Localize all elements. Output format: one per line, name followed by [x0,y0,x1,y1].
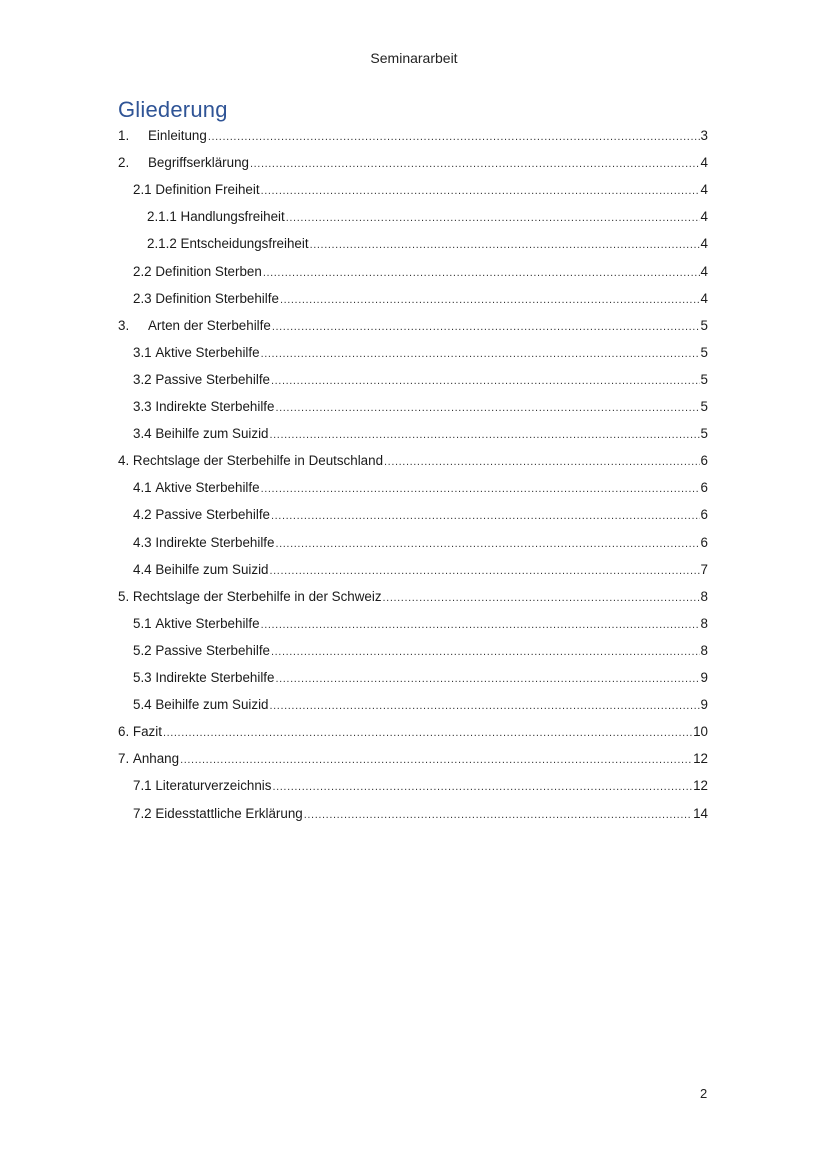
toc-entry-number: 3.2 [133,371,152,387]
toc-entry[interactable] [133,424,708,444]
toc-dot-leader [261,181,700,201]
toc-entry[interactable] [133,397,708,417]
toc-entry-label: Entscheidungsfreiheit [180,236,309,252]
toc-entry[interactable] [133,262,708,282]
toc-entry-label: Arten der Sterbehilfe [148,317,271,333]
toc-entry-page: 6 [700,480,708,496]
toc-entry[interactable] [118,722,708,742]
toc-entry[interactable] [133,776,708,796]
toc-entry-number: 7.1 [133,778,152,794]
toc-entry-label: Passive Sterbehilfe [155,642,270,658]
toc-entry-page: 8 [700,642,708,658]
toc-entry-label: Definition Sterbehilfe [155,290,279,306]
toc-entry-number: 4.1 [133,480,152,496]
toc-entry-label: Handlungsfreiheit [180,209,285,225]
toc-entry-number: 6. [118,724,130,740]
toc-entry-page: 5 [700,317,708,333]
toc-entry-page: 8 [700,588,708,604]
toc-entry-page: 5 [700,344,708,360]
toc-dot-leader [208,127,700,147]
toc-entry-page: 3 [700,128,708,143]
toc-entry-label: Begriffserklärung [148,155,249,171]
toc-entry-number: 4.4 [133,561,152,577]
toc-dot-leader [383,588,700,608]
toc-dot-leader [270,561,700,581]
toc-entry-number: 1. [118,128,130,143]
toc-entry-page: 4 [700,182,708,198]
toc-entry-number: 2.1.2 [147,236,177,252]
toc-dot-leader [272,777,692,797]
toc-dot-leader [310,235,700,255]
toc-entry-label: Fazit [132,724,162,740]
toc-entry-label: Eidesstattliche Erklärung [155,805,303,821]
toc-entry-page: 6 [700,453,708,469]
toc-entry-number: 2.1.1 [147,209,177,225]
toc-entry-label: Aktive Sterbehilfe [155,615,260,631]
toc-dot-leader [271,506,700,526]
toc-entry-page: 7 [700,561,708,577]
toc-entry-page: 5 [700,399,708,414]
toc-entry-number: 2. [118,155,130,171]
toc-entry-page: 8 [700,615,708,631]
toc-entry[interactable] [118,126,708,146]
toc-entry-label: Einleitung [148,128,207,143]
toc-dot-leader [272,317,700,337]
toc-dot-leader [261,615,700,635]
toc-dot-leader [286,208,700,228]
toc-entry-label: Rechtslage der Sterbehilfe in der Schweiz [132,588,382,604]
toc-entry-page: 14 [693,805,708,821]
toc-entry-page: 12 [693,751,708,767]
toc-entry-number: 2.1 [133,182,152,198]
toc-entry-page: 4 [700,236,708,252]
toc-dot-leader [275,398,699,418]
toc-entry[interactable] [118,587,708,607]
toc-entry[interactable] [133,343,708,363]
toc-entry-number: 3. [118,317,130,333]
toc-dot-leader [270,425,700,445]
toc-entry-page: 6 [700,507,708,523]
toc-entry-label: Beihilfe zum Suizid [155,561,269,577]
toc-entry[interactable] [133,505,708,525]
toc-dot-leader [271,642,700,662]
toc-entry-number: 3.1 [133,344,152,360]
toc-entry-page: 10 [693,724,708,740]
toc-entry[interactable] [133,370,708,390]
toc-entry-number: 5.2 [133,642,152,658]
toc-entry[interactable] [133,478,708,498]
toc-dot-leader [275,669,699,689]
toc-entry-number: 5.3 [133,670,152,685]
toc-entry-label: Aktive Sterbehilfe [155,480,260,496]
toc-entry-number: 4.2 [133,507,152,523]
toc-entry-page: 6 [700,534,708,550]
toc-entry-number: 5.4 [133,697,152,713]
toc-entry-label: Definition Sterben [155,263,262,279]
toc-entry-label: Indirekte Sterbehilfe [155,670,275,685]
toc-entry-label: Literaturverzeichnis [155,778,272,794]
toc-entry[interactable] [133,533,708,553]
toc-dot-leader [263,263,700,283]
toc-entry-page: 5 [700,426,708,442]
toc-entry-number: 3.4 [133,426,152,442]
toc-entry-number: 2.3 [133,290,152,306]
toc-entry[interactable] [118,749,708,769]
toc-entry[interactable] [133,641,708,661]
toc-entry-number: 7.2 [133,805,152,821]
toc-dot-leader [304,805,692,825]
page-header: Seminararbeit [370,50,458,66]
toc-entry-label: Beihilfe zum Suizid [155,426,269,442]
toc-entry-number: 4.3 [133,534,152,550]
toc-dot-leader [275,534,699,554]
toc-dot-leader [271,371,700,391]
toc-entry[interactable] [133,614,708,634]
toc-entry[interactable] [133,668,708,688]
toc-entry-page: 4 [700,155,708,171]
toc-entry-label: Beihilfe zum Suizid [155,697,269,713]
toc-title: Gliederung [118,97,228,122]
toc-dot-leader [280,290,700,310]
toc-dot-leader [250,154,700,174]
toc-dot-leader [180,750,692,770]
toc-entry-number: 5.1 [133,615,152,631]
toc-entry-page: 4 [700,290,708,306]
toc-entry-page: 4 [700,263,708,279]
toc-entry-page: 9 [700,697,708,713]
toc-entry[interactable] [118,316,708,336]
toc-entry-label: Anhang [132,751,180,767]
toc-entry-label: Passive Sterbehilfe [155,371,270,387]
toc-entry-label: Definition Freiheit [155,182,260,198]
toc-entry-number: 3.3 [133,399,152,414]
toc-dot-leader [270,696,700,716]
toc-entry[interactable] [133,695,708,715]
page-number: 2 [700,1086,708,1101]
toc-entry[interactable] [133,560,708,580]
toc-entry-page: 5 [700,371,708,387]
toc-entry-label: Aktive Sterbehilfe [155,344,260,360]
toc-dot-leader [163,723,692,743]
toc-entry[interactable] [147,234,708,254]
toc-entry-number: 5. [118,588,130,604]
toc-dot-leader [261,344,700,364]
toc-entry-label: Indirekte Sterbehilfe [155,399,275,414]
toc-entry[interactable] [133,289,708,309]
toc-entry-label: Indirekte Sterbehilfe [155,534,275,550]
toc-entry-page: 12 [693,778,708,794]
toc-entry-label: Rechtslage der Sterbehilfe in Deutschland [132,453,384,469]
toc-entry-number: 2.2 [133,263,152,279]
toc-entry-label: Passive Sterbehilfe [155,507,270,523]
toc-entry[interactable] [118,451,708,471]
toc-entry[interactable] [147,207,708,227]
toc-entry[interactable] [133,804,708,824]
toc-entry-page: 9 [700,670,708,685]
toc-dot-leader [384,452,700,472]
toc-entry[interactable] [118,153,708,173]
toc-dot-leader [261,479,700,499]
toc-entry-page: 4 [700,209,708,225]
toc-entry[interactable] [133,180,708,200]
toc-entry-number: 7. [118,751,130,767]
toc-entry-number: 4. [118,453,130,469]
